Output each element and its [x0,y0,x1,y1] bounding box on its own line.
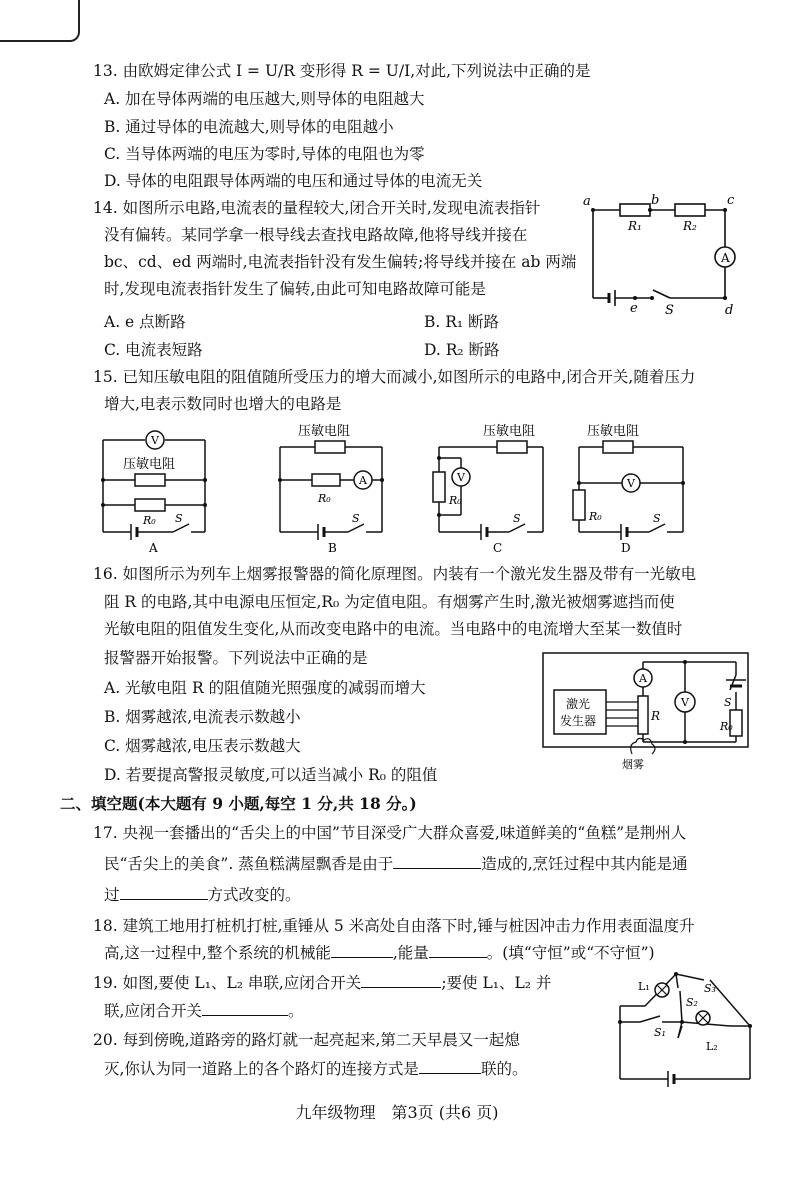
q14-line-4: 时,发现电流表指针发生了偏转,由此可知电路故障可能是 [104,280,486,298]
q19-l2-label: L₂ [706,1040,718,1053]
q19-lamp-circuit-figure [600,966,770,1096]
q17-line-2a: 民“舌尖上的美食”. 蒸鱼糕满屋飘香是由于 [104,855,394,873]
q19-s3-label: S₃ [704,982,716,995]
q14-point-a: a [583,194,591,209]
q15d-meter: V [627,477,635,490]
q15-line-2: 增大,电表示数同时也增大的电路是 [104,395,342,413]
q15b-label: B [328,541,337,555]
q20-line-2b: 联的。 [480,1060,528,1078]
q16-option-b: B. 烟雾越浓,电流表示数越小 [104,708,301,726]
q19-line-2b: 。 [287,1002,304,1020]
q15c-label: C [493,541,503,555]
q16-voltmeter-label: V [681,696,689,709]
q15a-sensor: 压敏电阻 [123,457,176,472]
q17-line-1: 17. 央视一套播出的“舌尖上的中国”节目深受广大群众喜爱,味道鲜美的“鱼糕”是荆州人 [93,824,687,842]
q15c-r0: R₀ [449,494,462,507]
q18-blank-1[interactable] [331,943,393,958]
q15d-r0: R₀ [589,510,602,523]
q17-blank-2[interactable] [120,885,208,900]
q14-switch-label: S [665,303,674,318]
q19-blank-2[interactable] [202,1001,288,1016]
q13-option-b: B. 通过导体的电流越大,则导体的电阻越小 [104,118,394,136]
q14-point-e: e [630,301,638,316]
q15-figure-b [270,420,395,555]
q15d-switch: S [653,512,661,525]
q15-line-1: 15. 已知压敏电阻的阻值随所受压力的增大而减小,如图所示的电路中,闭合开关,随着压力 [93,368,696,386]
q16-line-2: 阻 R 的电路,其中电源电压恒定,R₀ 为定值电阻。有烟雾产生时,激光被烟雾遮挡而使 [104,593,675,611]
q16-switch-label: S [724,696,732,709]
q20-blank[interactable] [419,1059,481,1074]
q16-smoke-label: 烟雾 [622,758,644,770]
q15d-label: D [621,541,631,555]
q18-blank-2[interactable] [429,943,487,958]
q16-laser-line2: 发生器 [560,714,597,728]
q15c-switch: S [513,512,521,525]
q13-option-d: D. 导体的电阻跟导体两端的电压和通过导体的电流无关 [104,172,483,190]
q15-figure-c [425,420,550,555]
q18-line-2b: ,能量 [392,944,429,962]
q15c-sensor: 压敏电阻 [483,424,536,439]
q15b-r0: R₀ [318,492,331,505]
q19-l1-label: L₁ [638,980,650,993]
q15a-switch: S [175,512,183,525]
q16-ammeter-label: A [639,672,647,685]
q14-circuit-figure [575,190,755,320]
q18-line-1: 18. 建筑工地用打桩机打桩,重锤从 5 米高处自由落下时,锤与桩因冲击力作用表面温度升 [93,917,695,935]
q13-stem: 13. 由欧姆定律公式 I = U/R 变形得 R = U/I,对此,下列说法中正确的是 [93,62,591,80]
q14-line-1: 14. 如图所示电路,电流表的量程较大,闭合开关时,发现电流表指针 [93,199,541,217]
q15d-sensor: 压敏电阻 [587,424,640,439]
q15a-label: A [149,541,158,555]
q14-point-c: c [727,193,735,208]
q16-r0-label: R₀ [720,720,733,733]
page-footer: 九年级物理 第3页 (共6 页) [295,1103,499,1122]
q20-line-1: 20. 每到傍晚,道路旁的路灯就一起亮起来,第二天早晨又一起熄 [93,1031,520,1049]
q14-option-d: D. R₂ 断路 [424,341,500,359]
q19-line-1a: 19. 如图,要使 L₁、L₂ 串联,应闭合开关 [93,974,362,992]
q18-line-2a: 高,这一过程中,整个系统的机械能 [104,944,331,962]
q15b-meter: A [359,474,367,487]
q16-line-3: 光敏电阻的阻值发生变化,从而改变电路中的电流。当电路中的电流增大至某一数值时 [104,620,683,638]
q14-point-d: d [725,303,734,318]
q20-line-2a: 灭,你认为同一道路上的各个路灯的连接方式是 [104,1060,419,1078]
q14-option-c: C. 电流表短路 [104,341,203,359]
q15b-sensor: 压敏电阻 [298,424,351,439]
q13-option-c: C. 当导体两端的电压为零时,导体的电阻也为零 [104,145,425,163]
q16-option-d: D. 若要提高警报灵敏度,可以适当减小 R₀ 的阻值 [104,766,438,784]
q14-ammeter-label: A [721,251,730,265]
q14-option-a: A. e 点断路 [104,313,186,331]
q15a-r0: R₀ [143,514,156,527]
q17-line-2b: 造成的,烹饪过程中其内能是通 [481,855,688,873]
q19-line-1b: ;要使 L₁、L₂ 并 [441,974,552,992]
q16-option-c: C. 烟雾越浓,电压表示数越大 [104,737,301,755]
q19-line-2a: 联,应闭合开关 [104,1002,202,1020]
section-2-title: 二、填空题(本大题有 9 小题,每空 1 分,共 18 分。) [60,794,417,813]
q17-line-3b: 方式改变的。 [207,886,301,904]
q19-s1-label: S₁ [654,1026,666,1039]
q15-figure-d [565,420,695,555]
q14-point-b: b [651,193,660,208]
q19-s2-label: S₂ [686,996,698,1009]
q14-option-b: B. R₁ 断路 [424,313,500,331]
q19-blank-1[interactable] [361,973,441,988]
q13-option-a: A. 加在导体两端的电压越大,则导体的电阻越大 [104,90,425,108]
q17-blank-1[interactable] [393,854,481,869]
q14-r2-label: R₂ [683,219,697,233]
q18-line-2c: 。(填“守恒”或“不守恒”) [486,944,655,962]
page-corner-mark [0,0,80,42]
q16-laser-line1: 激光 [566,697,591,711]
q16-option-a: A. 光敏电阻 R 的阻值随光照强度的减弱而增大 [104,679,426,697]
q16-line-4: 报警器开始报警。下列说法中正确的是 [104,649,368,667]
q15c-meter: V [457,471,465,484]
q16-smoke-alarm-figure [540,650,755,770]
q15-figure-a [93,420,213,555]
q14-r1-label: R₁ [628,219,642,233]
q16-r-label: R [651,709,661,723]
q17-line-3a: 过 [104,886,120,904]
q16-line-1: 16. 如图所示为列车上烟雾报警器的简化原理图。内装有一个激光发生器及带有一光敏电 [93,565,697,583]
q14-line-3: bc、cd、ed 两端时,电流表指针没有发生偏转;将导线并接在 ab 两端 [104,253,577,271]
q15b-switch: S [352,512,360,525]
q15a-meter: V [151,434,159,447]
q14-line-2: 没有偏转。某同学拿一根导线去查找电路故障,他将导线并接在 [104,226,528,244]
